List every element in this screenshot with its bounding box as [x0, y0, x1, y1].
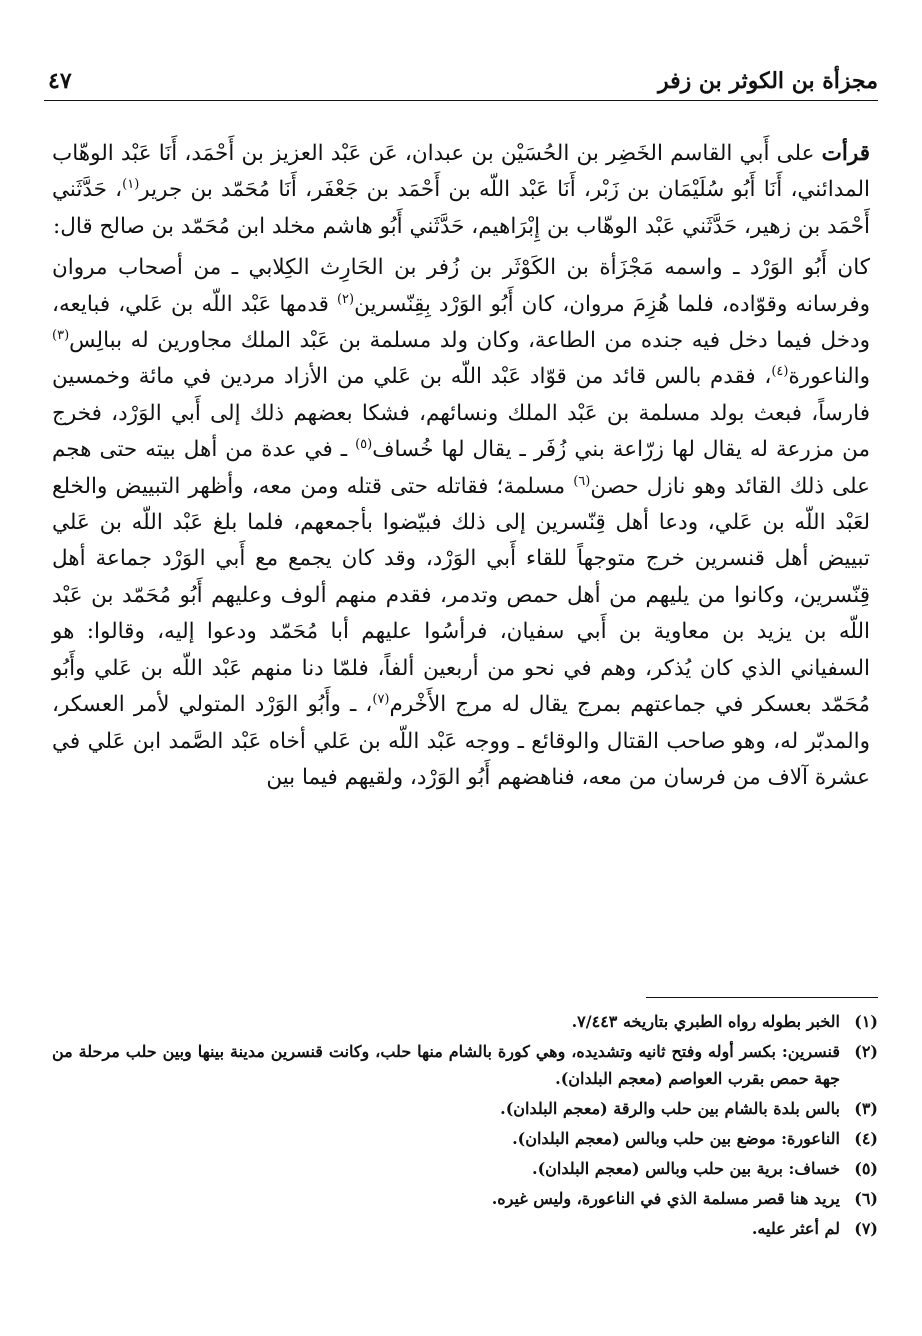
- footnote-item: [52, 1038, 878, 1092]
- main-text: [52, 136, 870, 796]
- paragraph-text: مسلمة؛ فقاتله حتى قتله ومن معه، وأظهر التبييض والخلع لعَبْد اللّه بن عَلي، ودعا أهل قِنّسرين إلى ذلك فبيّضوا بأجمعهم، فلما بلغ عَبْد اللّه بن عَلي تبييض أهل قنسرين خرج متوجهاً للقاء أَبي الوَرْد، وقد كان يجمع مع أَبي الوَرْد جماعة أهل قِنّسرين، وكانوا من يليهم من أهل حمص وتدمر، فقدم منهم ألوف وعليهم أَبُو مُحَمّد بن عَبْد اللّه بن يزيد بن معاوية بن أَبي سفيان، فرأسُوا عليهم أبا مُحَمّد ودعوا إليه، وقالوا: هو السفياني الذي كان يُذكر، وهم في نحو من أربعين ألفاً، فلمّا دنا منهم عَبْد اللّه بن عَلي وأَبُو مُحَمّد بعسكر في جماعتهم بمرج يقال له مرج الأَخْرم: [52, 473, 870, 718]
- footnote-item: [52, 1155, 878, 1182]
- paragraph-text: كان أَبُو الوَرْد ـ واسمه مَجْزَأة بن الكَوْثَر بن زُفر بن الحَارِث الكِلابي ـ من أصحاب مروان وفرسانه وقوّاده، فلما هُزِمَ مروان، كان أَبُو الوَرْد بِقِنّسرين: [52, 255, 870, 317]
- footnote-separator: [646, 997, 878, 998]
- footnote-number: (٧): [854, 1219, 878, 1238]
- footnote-number: (٦): [854, 1189, 878, 1208]
- footnote-item: [52, 1215, 878, 1242]
- paragraph-1: [52, 136, 870, 245]
- footnote-number: (٣): [854, 1099, 878, 1118]
- running-title: مجزأة بن الكوثر بن زفر: [657, 68, 878, 94]
- paragraph-text: ، فقدم بالس قائد من قوّاد عَبْد اللّه بن عَلي من الأزاد مردين في مائة وخمسين فارساً، فبعث بولد مسلمة بن عَبْد الملك ونسائهم، فشكا بعضهم ذلك إلى أَبي الوَرْد، فخرج من مزرعة له يقال لها زرّاعة بني زُفَر ـ يقال لها خُساف: [52, 364, 870, 463]
- footnote-ref-4: (٤): [771, 364, 789, 380]
- footnote-number: (٥): [854, 1159, 878, 1178]
- page-number: ٤٧: [48, 68, 72, 94]
- footnote-ref-2: (٢): [336, 291, 355, 307]
- footnote-ref-1: (١): [122, 177, 140, 193]
- paragraph-2: [52, 250, 870, 796]
- footnote-text: خساف: برية بين حلب وبالس (معجم البلدان).: [532, 1159, 840, 1178]
- footnote-text: قنسرين: بكسر أوله وفتح ثانيه وتشديده، وهي كورة بالشام منها حلب، وكانت قنسرين مدينة بينها وبين حلب مرحلة من جهة حمص بقرب العواصم (معجم البلدان).: [52, 1042, 841, 1088]
- footnote-text: بالس بلدة بالشام بين حلب والرقة (معجم البلدان).: [500, 1099, 840, 1118]
- footnote-number: (٤): [854, 1129, 878, 1148]
- footnote-item: [52, 1185, 878, 1212]
- footnote-ref-3: (٣): [52, 327, 70, 343]
- paragraph-lead-word: قرأت: [821, 141, 870, 166]
- paragraph-text: والناعورة: [788, 364, 870, 390]
- footnotes-list: [52, 1008, 878, 1245]
- footnote-item: [52, 1125, 878, 1152]
- footnote-text: الخبر بطوله رواه الطبري بتاريخه ٧/٤٤٣.: [571, 1012, 840, 1031]
- paragraph-text: قدمها عَبْد اللّه بن عَلي، فبايعه، ودخل فيما دخل فيه جنده من الطاعة، وكان ولد مسلمة بن عَبْد الملك مجاورين له ببالِس: [52, 291, 870, 354]
- footnote-number: (١): [854, 1012, 878, 1031]
- paragraph-text: ، ـ وأَبُو الوَرْد المتولي لأمر العسكر، والمدبّر له، وهو صاحب القتال والوقائع ـ ووجه عَبْد اللّه بن عَلي أخاه عَبْد الصَّمد ابن عَلي في عشرة آلاف من فرسان من معه، فناهضهم أَبُو الوَرْد، ولقيهم فيما بين: [52, 692, 870, 790]
- paragraph-text: ، حَدَّثَني أَحْمَد بن زهير، حَدَّثَني عَبْد الوهّاب بن إِبْرَاهيم، حَدَّثَني أَبُو هاشم مخلد ابن مُحَمّد بن صالح قال:: [52, 177, 870, 239]
- footnote-ref-7: (٧): [372, 691, 390, 707]
- footnote-item: [52, 1095, 878, 1122]
- footnote-text: يريد هنا قصر مسلمة الذي في الناعورة، وليس غيره.: [491, 1189, 840, 1208]
- footnote-text: الناعورة: موضع بين حلب وبالس (معجم البلدان).: [512, 1129, 840, 1148]
- page-header: [44, 64, 878, 101]
- paragraph-text: ـ في عدة من أهل بيته حتى هجم على ذلك القائد وهو نازل حصن: [52, 437, 870, 499]
- footnote-item: [52, 1008, 878, 1035]
- footnote-number: (٢): [854, 1042, 878, 1061]
- footnote-ref-5: (٥): [355, 437, 373, 453]
- footnote-ref-6: (٦): [573, 473, 591, 489]
- paragraph-text: على أَبي القاسم الخَضِر بن الحُسَيْن بن عبدان، عَن عَبْد العزيز بن أَحْمَد، أَنَا عَبْد الوهّاب المدائني، أَنَا أَبُو سُلَيْمَان بن زَبْر، أَنَا عَبْد اللّه بن أَحْمَد بن جَعْفَر، أَنَا مُحَمّد بن جرير: [52, 141, 870, 203]
- footnote-text: لم أعثر عليه.: [751, 1219, 840, 1238]
